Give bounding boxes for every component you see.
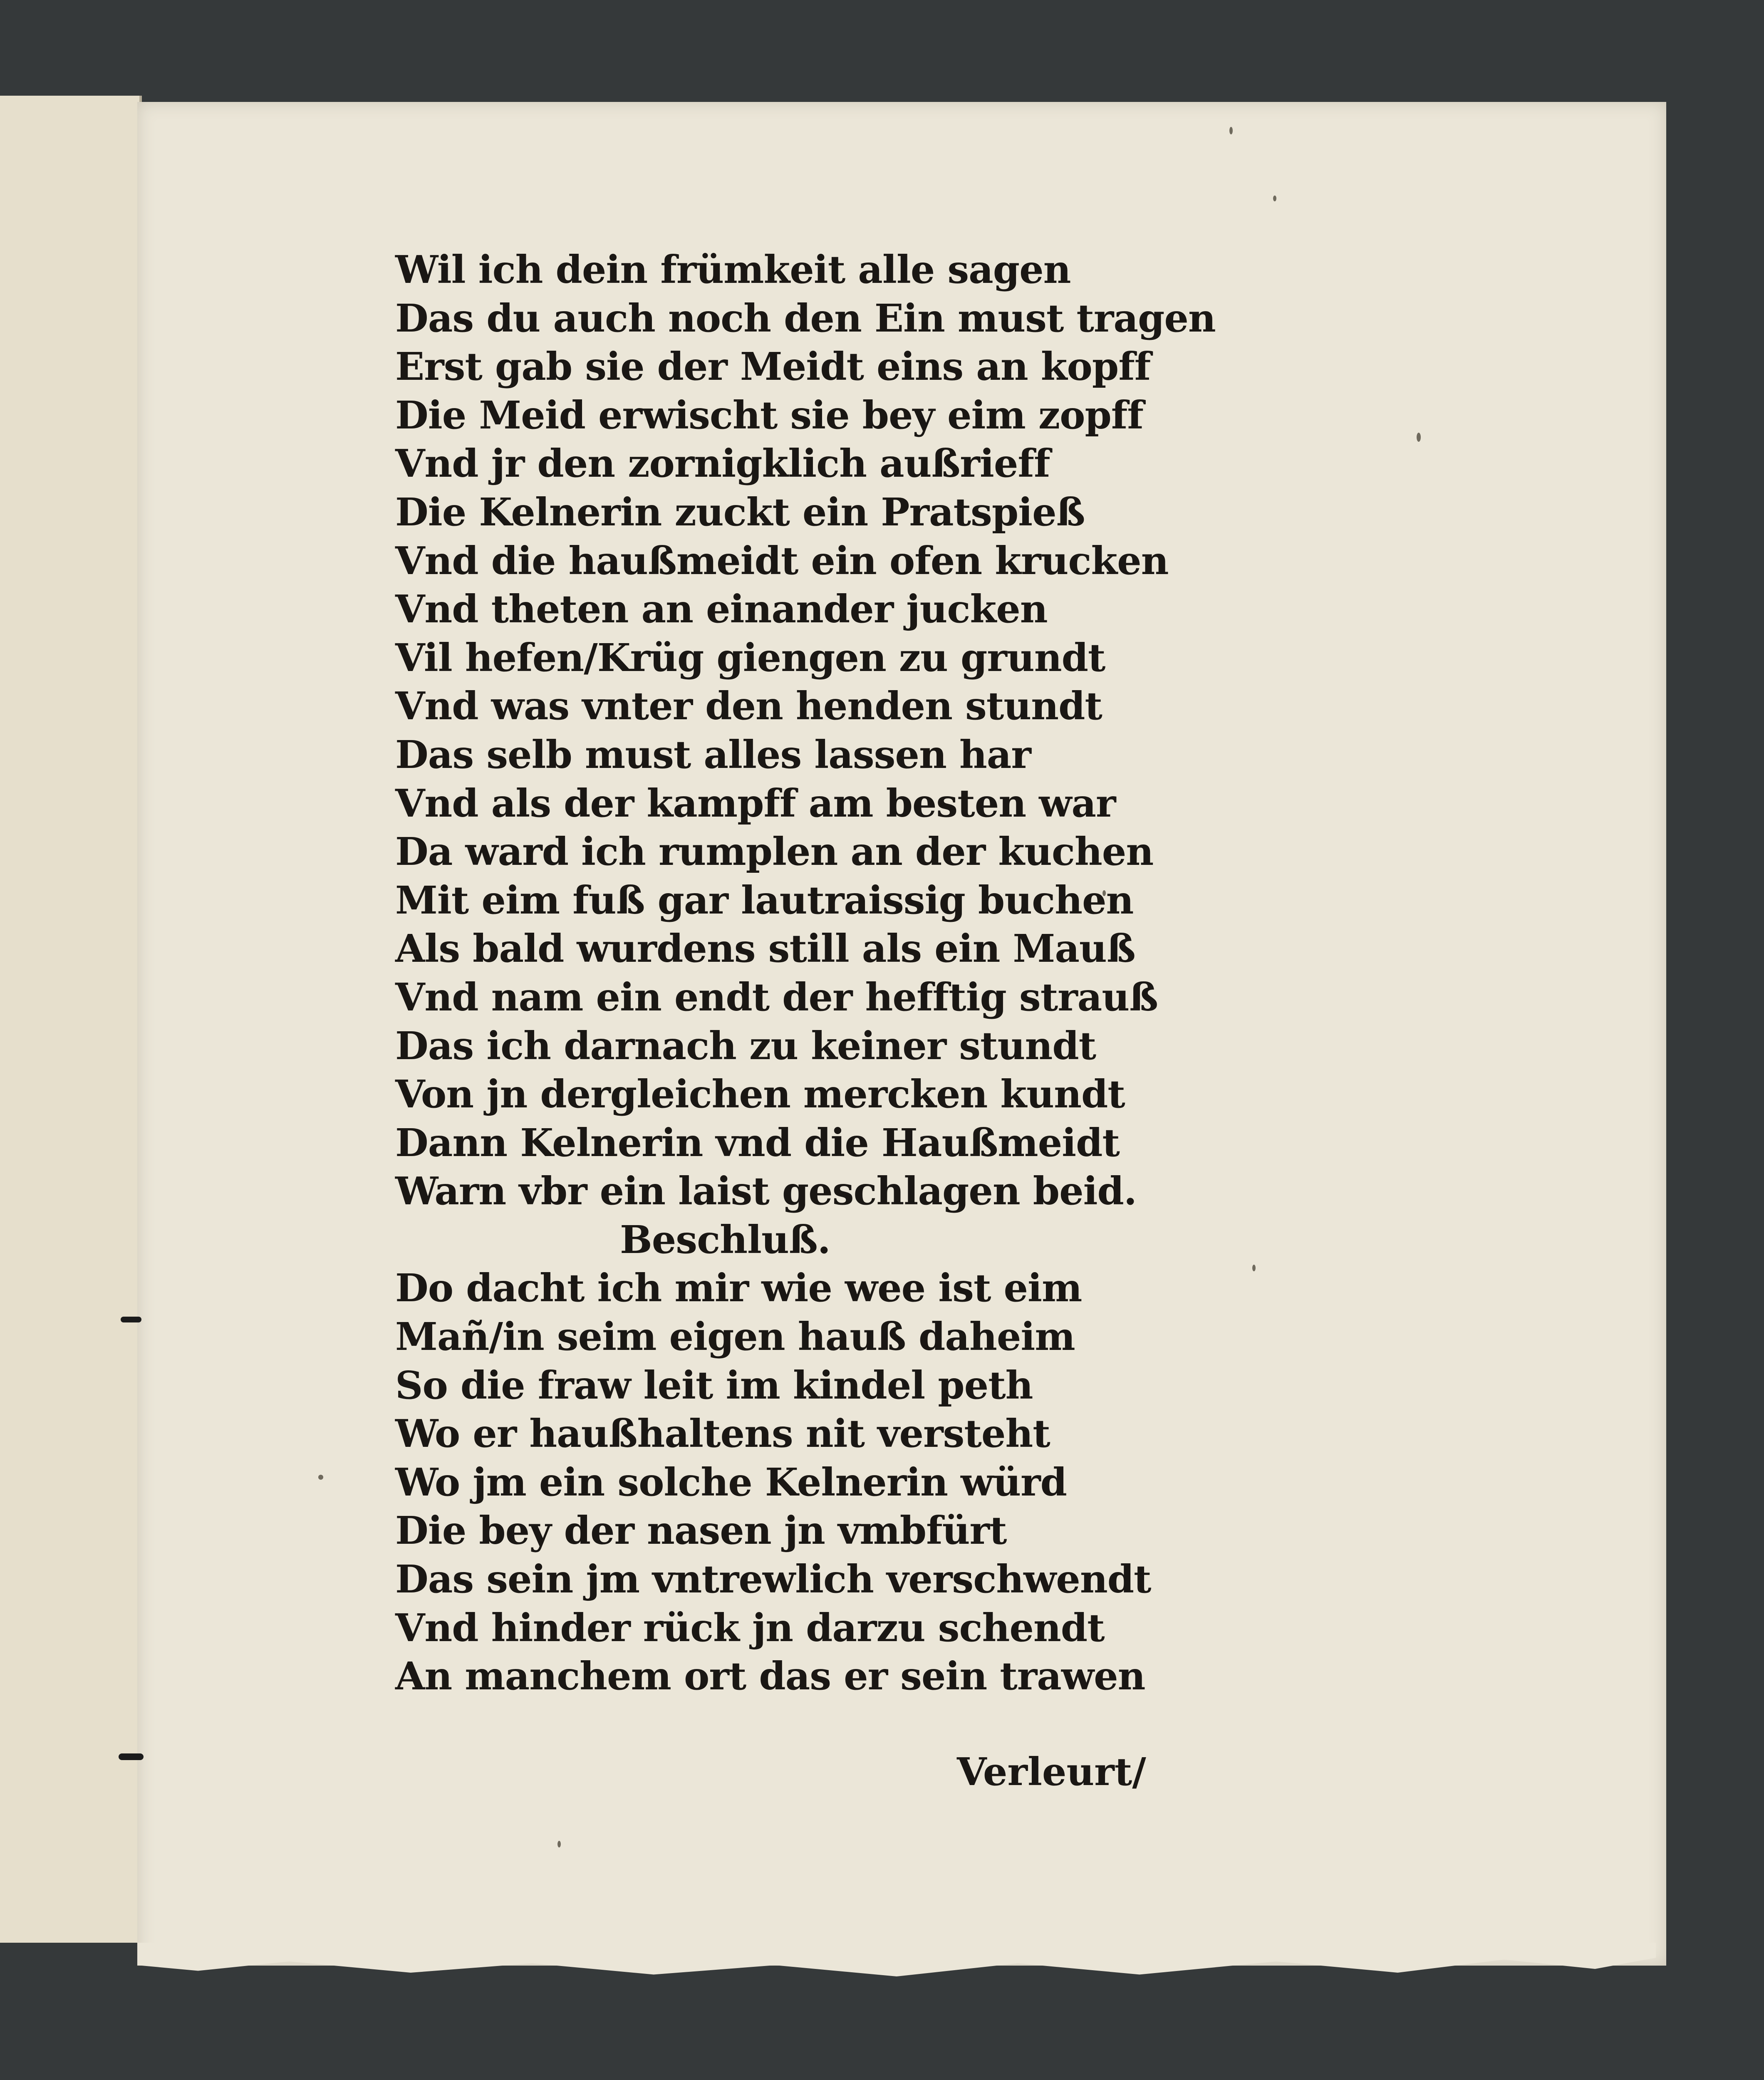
verse-line: Das du auch noch den Ein must tragen	[395, 295, 1216, 341]
verse-line: Das sein jm vntrewlich verschwendt	[395, 1557, 1151, 1602]
verse-line: Wo jm ein solche Kelnerin würd	[395, 1459, 1067, 1505]
verse-line: Mañ/in seim eigen hauß daheim	[395, 1314, 1075, 1359]
verse-line: Vnd hinder rück jn darzu schendt	[395, 1605, 1105, 1650]
verse-line: So die fraw leit im kindel peth	[395, 1362, 1033, 1408]
verse-line: Das selb must alles lassen har	[395, 732, 1031, 777]
verse-line: Von jn dergleichen mercken kundt	[395, 1072, 1125, 1117]
verse-line: Vnd die haußmeidt ein ofen krucken	[395, 538, 1169, 583]
verse-line: Dann Kelnerin vnd die Haußmeidt	[395, 1120, 1120, 1165]
page-bottom-edge	[137, 1943, 1656, 1980]
catchword: Verleurt/	[957, 1749, 1146, 1794]
paper-speck	[1417, 433, 1421, 442]
verse-line: Die Meid erwischt sie bey eim zopff	[395, 392, 1143, 438]
verse-line: Mit eim fuß gar lautraissig buchen	[395, 877, 1134, 923]
verse-line: Vnd als der kampff am besten war	[395, 780, 1116, 826]
verse-line: Die Kelnerin zuckt ein Pratspieß	[395, 489, 1085, 535]
verse-line: Vnd nam ein endt der hefftig strauß	[395, 974, 1158, 1020]
verse-line: Vnd theten an einander jucken	[395, 587, 1048, 632]
previous-page-edge	[0, 96, 142, 1943]
verse-line: Vil hefen/Krüg giengen zu grundt	[395, 635, 1105, 680]
verse-text	[395, 245, 1216, 1701]
verse-line: Vnd jr den zornigklich außrieff	[395, 441, 1050, 486]
verse-line: An manchem ort das er sein trawen	[395, 1654, 1145, 1699]
paper-speck	[318, 1475, 323, 1480]
paper-speck	[557, 1841, 561, 1847]
verse-line: Wo er haußhaltens nit versteht	[395, 1411, 1050, 1456]
section-heading: Beschluß.	[620, 1217, 830, 1262]
verse-line: Als bald wurdens still als ein Mauß	[395, 926, 1135, 971]
verse-line: Wil ich dein frümkeit alle sagen	[395, 247, 1071, 292]
paper-speck	[1273, 196, 1276, 201]
verse-line: Erst gab sie der Meidt eins an kopff	[395, 344, 1151, 389]
verse-line: Da ward ich rumplen an der kuchen	[395, 829, 1154, 874]
verse-line: Die bey der nasen jn vmbfürt	[395, 1508, 1007, 1553]
verse-line: Warn vbr ein laist geschlagen beid.	[395, 1169, 1137, 1214]
verse-line: Do dacht ich mir wie wee ist eim	[395, 1265, 1082, 1311]
binding-mark-lower	[119, 1753, 144, 1760]
paper-speck	[1229, 127, 1233, 134]
binding-mark-upper	[121, 1317, 141, 1322]
verse-line: Vnd was vnter den henden stundt	[395, 683, 1102, 729]
paper-speck	[1252, 1265, 1256, 1271]
verse-line: Das ich darnach zu keiner stundt	[395, 1023, 1096, 1068]
